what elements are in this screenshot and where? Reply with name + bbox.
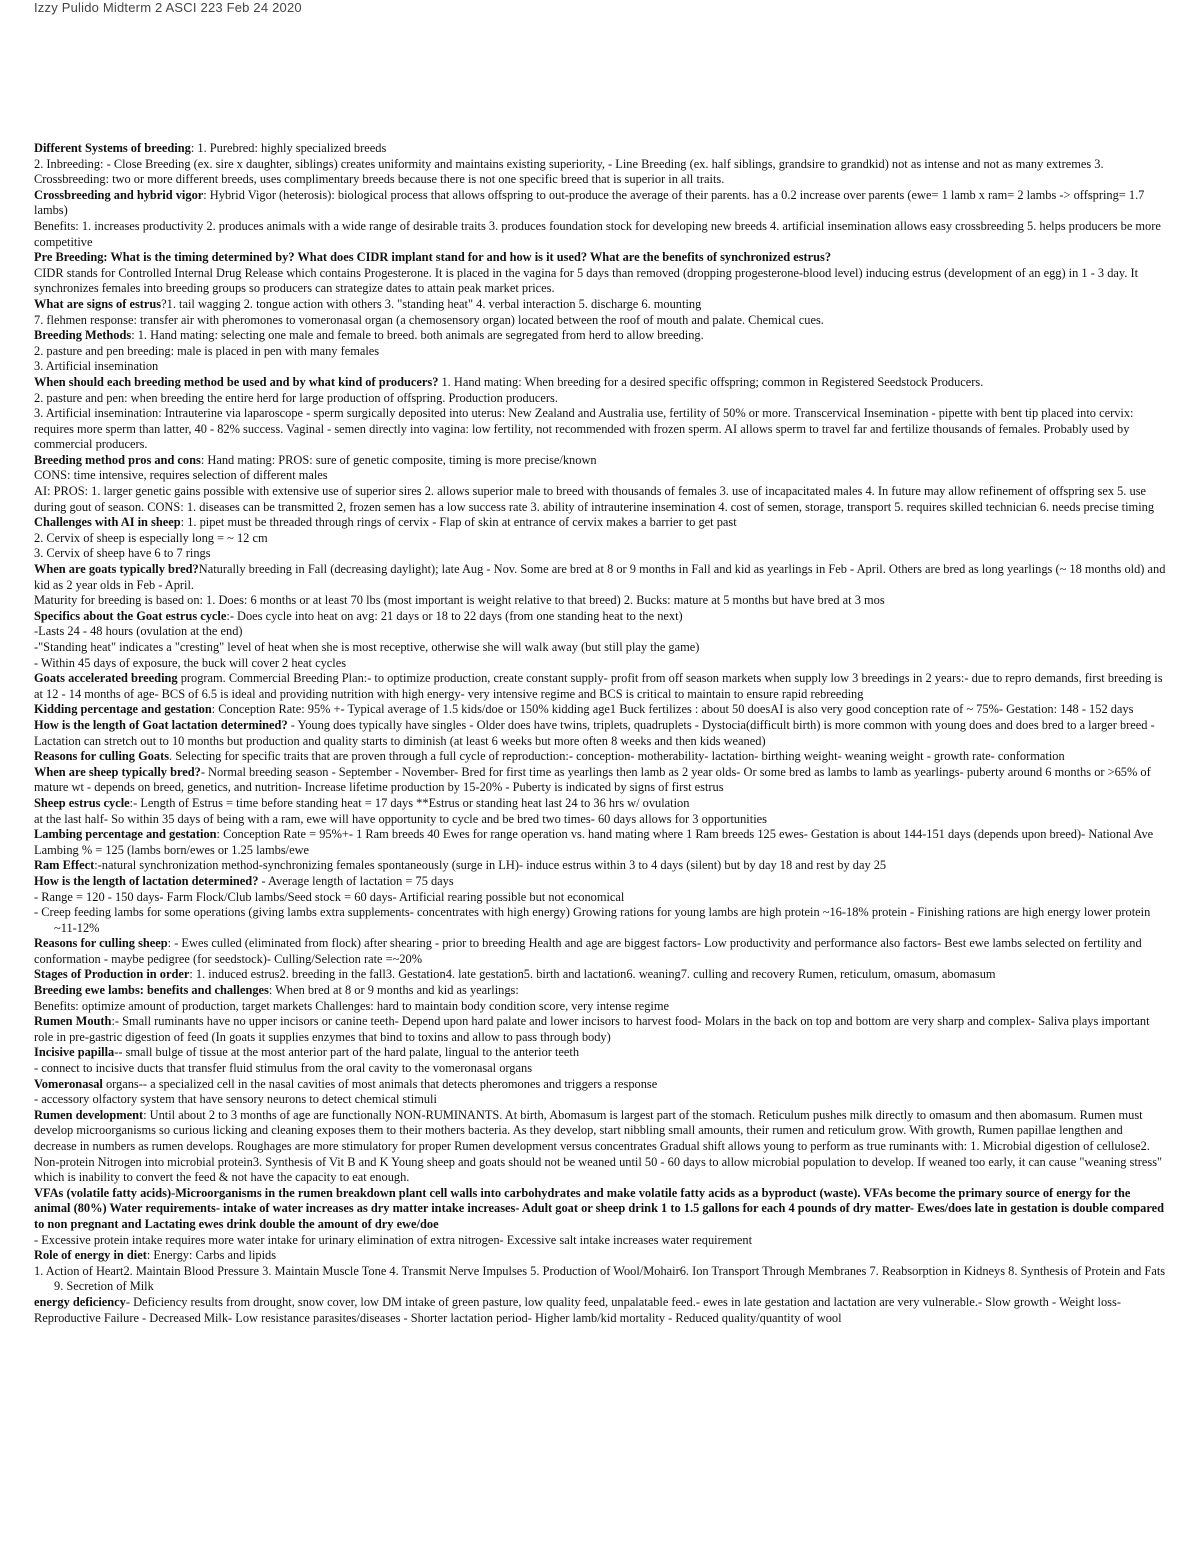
note-text: Benefits: optimize amount of production, target markets Challenges: hard to maintain body condition score, very intense regime xyxy=(34,998,669,1013)
note-paragraph xyxy=(34,1045,1166,1061)
note-heading: Different Systems of breeding xyxy=(34,141,191,155)
note-paragraph xyxy=(34,624,1166,640)
note-text: organs-- a specialized cell in the nasal cavities of most animals that detects pheromones and triggers a response xyxy=(102,1076,658,1091)
note-heading: What are signs of estrus xyxy=(34,296,162,311)
note-heading: Sheep estrus cycle xyxy=(34,795,130,810)
note-paragraph xyxy=(34,905,1166,936)
note-paragraph xyxy=(34,1108,1166,1186)
note-text: - Average length of lactation = 75 days xyxy=(258,873,454,888)
note-paragraph xyxy=(34,484,1166,515)
note-text: at the last half- So within 35 days of being with a ram, ewe will have opportunity to cycle and be bred two times- 60 days allows for 3 opportunities xyxy=(34,811,767,826)
note-paragraph xyxy=(34,749,1166,765)
note-text: :- Small ruminants have no upper incisors or canine teeth- Depend upon hard palate and lower incisors to harvest food- Molars in the back on top and bottom are very sharp and complex- Saliva plays important role in pre-gastric digestion of feed (In goats it supplies enzymes that bind to toxins and allow to pass through body) xyxy=(34,1014,1150,1044)
note-text: - Creep feeding lambs for some operations (giving lambs extra supplements- concentrates with high energy) Growing rations for young lambs are high protein ~16-18% protein - Finishing rations are high energy lower protein ~11-12% xyxy=(34,905,1151,935)
note-heading: Challenges with AI in sheep xyxy=(34,515,181,530)
note-text: : Hybrid Vigor (heterosis): biological process that allows offspring to out-produce the average of their parents. has a 0.2 increase over parents (ewe= 1 lamb x ram= 2 lambs -> offspring= 1.7 lambs) xyxy=(34,187,1145,218)
note-text: ?1. tail wagging 2. tongue action with others 3. "standing heat" 4. verbal interaction 5. discharge 6. mounting xyxy=(161,296,702,311)
note-text: 2. Cervix of sheep is especially long = ~ 12 cm xyxy=(34,530,268,545)
note-paragraph xyxy=(34,593,1166,609)
note-paragraph xyxy=(34,999,1166,1015)
note-heading: Breeding Methods xyxy=(34,328,132,343)
note-heading: Role of energy in diet xyxy=(34,1248,147,1263)
note-paragraph xyxy=(34,1264,1166,1295)
note-paragraph xyxy=(34,1186,1166,1233)
note-heading: Breeding ewe lambs: benefits and challenges xyxy=(34,983,269,998)
note-paragraph xyxy=(34,656,1166,672)
note-paragraph xyxy=(34,936,1166,967)
note-paragraph xyxy=(34,468,1166,484)
note-text: Naturally breeding in Fall (decreasing daylight); late Aug - Nov. Some are bred at 8 or 9 months in Fall and kid as yearlings in Feb - April. Others are bred as long yearlings (~ 18 months old) and kid as 2 year olds in Feb - April. xyxy=(34,562,1166,592)
study-notes-body xyxy=(34,141,1166,1326)
note-paragraph xyxy=(34,157,1166,188)
note-text: - Range = 120 - 150 days- Farm Flock/Club lambs/Seed stock = 60 days- Artificial rearing possible but not economical xyxy=(34,889,625,904)
note-paragraph xyxy=(34,967,1166,983)
note-text: : When bred at 8 or 9 months and kid as yearlings: xyxy=(268,983,519,998)
note-paragraph xyxy=(34,406,1166,453)
note-text: 3. Cervix of sheep have 6 to 7 rings xyxy=(34,546,211,561)
note-paragraph xyxy=(34,671,1166,702)
note-heading: When are goats typically bred? xyxy=(34,562,199,577)
note-text: 2. pasture and pen: when breeding the entire herd for large production of offspring. Production producers. xyxy=(34,390,558,405)
note-text: : 1. Purebred: highly specialized breeds xyxy=(190,141,387,155)
note-heading: Lambing percentage and gestation xyxy=(34,827,217,842)
note-paragraph xyxy=(34,702,1166,718)
note-text: : Conception Rate: 95% +- Typical average of 1.5 kids/doe or 150% kidding age1 Buck fertilizes : about 50 doesAI is also very good conception rate of ~ 75%- Gestation: 148 - 152 days xyxy=(211,702,1134,717)
note-paragraph xyxy=(34,1061,1166,1077)
note-paragraph xyxy=(34,313,1166,329)
note-paragraph xyxy=(34,266,1166,297)
note-text: : 1. induced estrus2. breeding in the fall3. Gestation4. late gestation5. birth and lactation6. weaning7. culling and recovery Rumen, reticulum, omasum, abomasum xyxy=(189,967,996,982)
note-text: - Deficiency results from drought, snow cover, low DM intake of green pasture, low quality feed, unpalatable feed.- ewes in late gestation and lactation are very vulnerable.- Slow growth - Weight loss- Reproductive Failure - Decreased Milk- Low resistance parasites/diseases - Shorter lactation period- Higher lamb/kid mortality - Reduced quality/quantity of wool xyxy=(34,1294,1121,1325)
note-paragraph xyxy=(34,562,1166,593)
note-text: -Lasts 24 - 48 hours (ovulation at the end) xyxy=(34,624,243,639)
note-text: 3. Artificial insemination xyxy=(34,359,159,374)
note-text: -"Standing heat" indicates a "cresting" level of heat when she is most receptive, otherwise she will walk away (but still play the game) xyxy=(34,640,700,654)
note-text: : Until about 2 to 3 months of age are functionally NON-RUMINANTS. At birth, Abomasum is largest part of the stomach. Reticulum pushes milk directly to omasum and then abomasum. Rumen must develop microorganisms so curious licking and cleaning exposes them to their mothers bacteria. As they develop, start nibbling small amounts, their rumen and reticulum grow. With growth, Rumen papillae lengthen and decrease in numbers as rumen develops. Roughages are more stimulatory for proper Rumen development versus concentrates Gradual shift allows young to perform as true ruminants with: 1. Microbial digestion of cellulose2. Non-protein Nitrogen into microbial protein3. Synthesis of Vit B and K Young sheep and goats should not be weaned until 50 - 60 days to allow microbial population to develop. If weaned too early, it can cause "weaning stress" which is inability to convert the feed & not have the capacity to eat enough. xyxy=(34,1107,1163,1185)
note-heading: Kidding percentage and gestation xyxy=(34,702,212,717)
note-paragraph xyxy=(34,718,1166,749)
note-paragraph xyxy=(34,1248,1166,1264)
note-text: 1. Action of Heart2. Maintain Blood Pressure 3. Maintain Muscle Tone 4. Transmit Nerve Impulses 5. Production of Wool/Mohair6. Ion Transport Through Membranes 7. Reabsorption in Kidneys 8. Synthesis of Protein and Fats 9. Secretion of Milk xyxy=(34,1263,1166,1294)
note-heading: Reasons for culling Goats xyxy=(34,749,170,764)
note-heading: When should each breeding method be used and by what kind of producers? xyxy=(34,374,439,389)
note-paragraph xyxy=(34,531,1166,547)
note-text: : Conception Rate = 95%+- 1 Ram breeds 40 Ewes for range operation vs. hand mating where 1 Ram breeds 125 ewes- Gestation is about 144-151 days (depends upon breed)- National Ave Lambing % = 125 (lambs born/ewes or 1.25 lambs/ewe xyxy=(34,827,1154,857)
note-heading: How is the length of Goat lactation determined? xyxy=(34,717,288,732)
note-heading: Goats accelerated breeding xyxy=(34,671,178,686)
note-heading: VFAs (volatile fatty acids)-Microorganisms in the rumen breakdown plant cell walls into carbohydrates and make volatile fatty acids as a byproduct (waste). VFAs become the primary source of energy for the animal (80%) Water requirements- intake of water increases as dry matter intake increases- Adult goat or sheep drink 1 to 1.5 gallons for each 4 pounds of dry matter- Ewes/does late in gestation is double compared to non pregnant and Lactating ewes drink double the amount of dry ewe/doe xyxy=(34,1185,1165,1231)
note-heading: How is the length of lactation determined? xyxy=(34,873,259,888)
note-paragraph xyxy=(34,796,1166,812)
note-paragraph xyxy=(34,328,1166,344)
note-text: 7. flehmen response: transfer air with pheromones to vomeronasal organ (a chemosensory organ) located between the roof of mouth and palate. Chemical cues. xyxy=(34,312,824,327)
note-text: : 1. pipet must be threaded through rings of cervix - Flap of skin at entrance of cervix makes a barrier to get past xyxy=(180,515,737,530)
note-paragraph xyxy=(34,1295,1166,1326)
note-heading: Incisive papilla xyxy=(34,1045,115,1060)
note-heading: Pre Breeding: What is the timing determined by? What does CIDR implant stand for and how is it used? What are the benefits of synchronized estrus? xyxy=(34,250,832,265)
note-paragraph xyxy=(34,1014,1166,1045)
note-paragraph xyxy=(34,890,1166,906)
note-heading: Breeding method pros and cons xyxy=(34,452,201,467)
note-text: : - Ewes culled (eliminated from flock) after shearing - prior to breeding Health and age are biggest factors- Low productivity and performance also factors- Best ewe lambs selected on fertility and conformation - maybe pedigree (for seedstock)- Culling/Selection rate =~20% xyxy=(34,936,1142,966)
note-text: CONS: time intensive, requires selection of different males xyxy=(34,468,328,483)
note-heading: When are sheep typically bred? xyxy=(34,764,201,779)
note-paragraph xyxy=(34,1077,1166,1093)
note-paragraph xyxy=(34,297,1166,313)
note-text: : Energy: Carbs and lipids xyxy=(146,1248,277,1263)
note-heading: Specifics about the Goat estrus cycle xyxy=(34,608,227,623)
note-text: AI: PROS: 1. larger genetic gains possible with extensive use of superior sires 2. allows superior male to breed with thousands of females 3. use of incapacitated males 4. In future may allow refinement of offspring sex 5. use during gout of season. CONS: 1. diseases can be transmitted 2, frozen semen has a low success rate 3. ability of intrauterine insemination 4. cost of semen, storage, transport 5. requires skilled technician 6. needs precise timing xyxy=(34,484,1155,514)
note-text: 2. Inbreeding: - Close Breeding (ex. sire x daughter, siblings) creates uniformity and maintains existing superiority, - Line Breeding (ex. half siblings, grandsire to grandkid) not as intense and not as many extremes 3. Crossbreeding: two or more different breeds, uses complimentary breeds because there is not one specific breed that is superior in all traits. xyxy=(34,156,1104,187)
note-text: Maturity for breeding is based on: 1. Does: 6 months or at least 70 lbs (most important is weight relative to that breed) 2. Bucks: mature at 5 months but have bred at 3 mos xyxy=(34,593,885,608)
note-paragraph xyxy=(34,827,1166,858)
note-text: -- small bulge of tissue at the most anterior part of the hard palate, lingual to the anterior teeth xyxy=(114,1045,580,1060)
note-text: Benefits: 1. increases productivity 2. produces animals with a wide range of desirable traits 3. produces foundation stock for developing new breeds 4. artificial insemination allows easy crossbreeding 5. helps producers be more competitive xyxy=(34,218,1161,249)
note-heading: Ram Effect xyxy=(34,858,95,873)
note-text: : 1. Hand mating: selecting one male and female to breed. both animals are segregated from herd to allow breeding. xyxy=(131,328,704,343)
note-heading: energy deficiency xyxy=(34,1294,126,1309)
note-paragraph xyxy=(34,983,1166,999)
note-paragraph xyxy=(34,812,1166,828)
note-text: - connect to incisive ducts that transfer fluid stimulus from the oral cavity to the vomeronasal organs xyxy=(34,1061,533,1076)
note-paragraph xyxy=(34,391,1166,407)
note-paragraph xyxy=(34,858,1166,874)
note-heading: Vomeronasal xyxy=(34,1076,103,1091)
note-heading: Rumen development xyxy=(34,1107,144,1122)
note-text: - Within 45 days of exposure, the buck will cover 2 heat cycles xyxy=(34,655,347,670)
document-header-title: Izzy Pulido Midterm 2 ASCI 223 Feb 24 2020 xyxy=(34,0,302,15)
note-text: - Young does typically have singles - Older does have twins, triplets, quadruplets - Dystocia(difficult birth) is more common with young does and does bred to a larger breed - Lactation can stretch out to 10 months but production and quality starts to diminish (at least 6 weeks but more often 8 weeks and then kids weaned) xyxy=(34,717,1155,748)
note-paragraph xyxy=(34,515,1166,531)
note-heading: Crossbreeding and hybrid vigor xyxy=(34,187,204,202)
note-text: :-natural synchronization method-synchronizing females spontaneously (surge in LH)- induce estrus within 3 to 4 days (silent) but by day 18 and rest by day 25 xyxy=(94,858,887,873)
note-paragraph xyxy=(34,188,1166,219)
note-text: program. Commercial Breeding Plan:- to optimize production, create constant supply- profit from off season markets when supply low 3 breedings in 2 years:- due to repro demands, first breeding is at 12 - 14 months of age- BCS of 6.5 is ideal and providing nutrition with high energy- very intensive regime and BCS is critical to maintain to ensure rapid rebreeding xyxy=(34,671,1163,701)
note-text: :- Length of Estrus = time before standing heat = 17 days **Estrus or standing heat last 24 to 36 hrs w/ ovulation xyxy=(129,795,690,810)
note-heading: Reasons for culling sheep xyxy=(34,936,168,951)
note-text: - Excessive protein intake requires more water intake for urinary elimination of extra nitrogen- Excessive salt intake increases water requirement xyxy=(34,1232,753,1247)
note-heading: Stages of Production in order xyxy=(34,967,190,982)
note-heading: Rumen Mouth xyxy=(34,1014,112,1029)
note-paragraph xyxy=(34,453,1166,469)
note-paragraph xyxy=(34,546,1166,562)
note-paragraph xyxy=(34,609,1166,625)
note-paragraph xyxy=(34,640,1166,656)
note-text: - accessory olfactory system that have sensory neurons to detect chemical stimuli xyxy=(34,1092,437,1107)
note-paragraph xyxy=(34,219,1166,250)
note-paragraph xyxy=(34,344,1166,360)
note-text: : Hand mating: PROS: sure of genetic composite, timing is more precise/known xyxy=(200,452,597,467)
note-paragraph xyxy=(34,359,1166,375)
note-text: - Normal breeding season - September - November- Bred for first time as yearlings then lamb as 2 year olds- Or some bred as lambs to lamb as yearlings- puberty around 6 months or >65% of mature wt - depends on breed, genetics, and nutrition- Increase lifetime production by 15-20% - Puberty is indicated by signs of first estrus xyxy=(34,764,1151,795)
note-text: 2. pasture and pen breeding: male is placed in pen with many females xyxy=(34,343,380,358)
note-text: CIDR stands for Controlled Internal Drug Release which contains Progesterone. It is placed in the vagina for 5 days than removed (dropping progesterone-blood level) inducing estrus (development of an egg) in 1 - 3 day. It synchronizes females into breeding groups so producers can strategize dates to attain peak market prices. xyxy=(34,265,1139,296)
note-paragraph xyxy=(34,1092,1166,1108)
note-paragraph xyxy=(34,250,1166,266)
note-text: :- Does cycle into heat on avg: 21 days or 18 to 22 days (from one standing heat to the next) xyxy=(226,608,683,623)
note-paragraph xyxy=(34,874,1166,890)
note-paragraph xyxy=(34,375,1166,391)
note-text: . Selecting for specific traits that are proven through a full cycle of reproduction:- conception- motherability- lactation- birthing weight- weaning weight - growth rate- conformation xyxy=(169,749,1065,764)
note-text: 3. Artificial insemination: Intrauterine via laparoscope - sperm surgically deposited into uterus: New Zealand and Australia use, fertility of 50% or more. Transcervical Insemination - pipette with bent tip placed into cervix: requires more sperm than latter, 40 - 82% success. Vaginal - semen directly into vagina: low fertility, not recommended with frozen sperm. AI allows sperm to travel far and fertilize thousands of females. Probably used by commercial producers. xyxy=(34,406,1134,452)
note-paragraph xyxy=(34,765,1166,796)
note-paragraph xyxy=(34,1233,1166,1249)
note-text: 1. Hand mating: When breeding for a desired specific offspring; common in Registered Seedstock Producers. xyxy=(438,374,984,389)
note-paragraph xyxy=(34,141,1166,157)
